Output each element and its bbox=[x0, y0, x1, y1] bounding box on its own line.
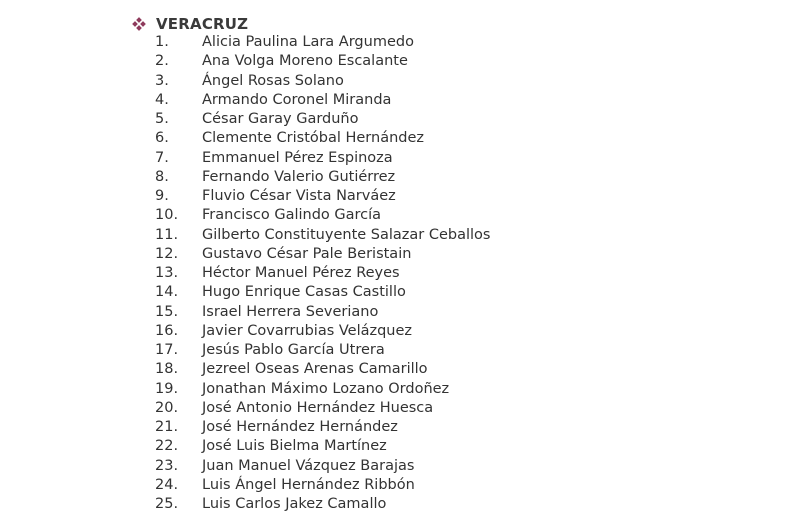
list-item bbox=[155, 110, 490, 129]
list-item bbox=[155, 322, 490, 341]
list-item bbox=[155, 399, 490, 418]
list-item-name: Emmanuel Pérez Espinoza bbox=[202, 149, 393, 166]
list-item-number: 17. bbox=[155, 342, 179, 358]
list-item bbox=[155, 283, 490, 302]
list-item-number: 12. bbox=[155, 245, 179, 262]
list-item-name: Fluvio César Vista Narváez bbox=[202, 188, 396, 204]
list-item bbox=[155, 168, 490, 187]
list-item-number: 25. bbox=[155, 496, 179, 512]
list-item bbox=[155, 187, 490, 206]
list-item-name: Ana Volga Moreno Escalante bbox=[202, 53, 408, 70]
list-item-number: 19. bbox=[155, 380, 179, 397]
list-item-number: 1. bbox=[155, 34, 169, 50]
list-item bbox=[155, 149, 490, 168]
list-item-number: 23. bbox=[155, 457, 179, 474]
list-item bbox=[155, 52, 490, 71]
list-item bbox=[155, 245, 490, 264]
list-item-name: César Garay Garduño bbox=[202, 111, 359, 127]
list-item-name: Héctor Manuel Pérez Reyes bbox=[202, 265, 400, 281]
list-item-number: 4. bbox=[155, 91, 169, 108]
list-item-name: José Hernández Hernández bbox=[202, 419, 398, 435]
list-item bbox=[155, 91, 490, 110]
list-item bbox=[155, 341, 490, 360]
list-item-name: Francisco Galindo García bbox=[202, 207, 382, 224]
list-item bbox=[155, 360, 490, 379]
list-item bbox=[155, 129, 490, 148]
section-title: VERACRUZ bbox=[156, 15, 249, 33]
list-item-name: Alicia Paulina Lara Argumedo bbox=[202, 34, 414, 50]
four-diamond-bullet-icon bbox=[132, 17, 146, 31]
list-item-number: 5. bbox=[155, 111, 169, 127]
list-item-name: Jezreel Oseas Arenas Camarillo bbox=[202, 361, 428, 378]
list-item-number: 18. bbox=[155, 361, 179, 378]
list-item bbox=[155, 264, 490, 283]
list-item bbox=[155, 418, 490, 437]
list-item-number: 10. bbox=[155, 207, 179, 224]
list-item bbox=[155, 303, 490, 322]
list-item-name: Juan Manuel Vázquez Barajas bbox=[202, 457, 415, 474]
list-item-name: Luis Ángel Hernández Ribbón bbox=[202, 476, 415, 493]
list-item-name: José Antonio Hernández Huesca bbox=[202, 399, 434, 416]
list-item-number: 2. bbox=[155, 53, 169, 70]
list-item-name: Javier Covarrubias Velázquez bbox=[202, 322, 413, 339]
list-item-name: Israel Herrera Severiano bbox=[202, 303, 379, 320]
list-item-name: Jonathan Máximo Lozano Ordoñez bbox=[202, 380, 450, 397]
list-item-name: Hugo Enrique Casas Castillo bbox=[202, 284, 406, 301]
list-item-number: 15. bbox=[155, 303, 179, 320]
list-item-name: Jesús Pablo García Utrera bbox=[202, 342, 385, 358]
list-item-number: 14. bbox=[155, 284, 179, 301]
list-item bbox=[155, 437, 490, 456]
list-item-number: 22. bbox=[155, 438, 179, 455]
list-item-name: Fernando Valerio Gutiérrez bbox=[202, 168, 396, 185]
list-item-number: 9. bbox=[155, 188, 169, 204]
list-item-name: Armando Coronel Miranda bbox=[202, 91, 392, 108]
list-item-name: Gilberto Constituyente Salazar Ceballos bbox=[202, 226, 491, 243]
list-item-number: 21. bbox=[155, 419, 179, 435]
list-item-number: 11. bbox=[155, 226, 179, 243]
list-item-number: 20. bbox=[155, 399, 179, 416]
list-item-number: 16. bbox=[155, 322, 179, 339]
list-item-name: Luis Carlos Jakez Camallo bbox=[202, 496, 387, 512]
list-item bbox=[155, 380, 490, 399]
list-item-name: José Luis Bielma Martínez bbox=[202, 438, 387, 455]
list-item bbox=[155, 476, 490, 495]
section-header bbox=[132, 14, 248, 34]
list-item bbox=[155, 33, 490, 52]
list-item bbox=[155, 206, 490, 225]
list-item bbox=[155, 226, 490, 245]
list-item-number: 7. bbox=[155, 149, 169, 166]
list-item-number: 8. bbox=[155, 168, 169, 185]
list-item-number: 24. bbox=[155, 476, 179, 493]
list-item-name: Clemente Cristóbal Hernández bbox=[202, 130, 425, 147]
list-item-number: 13. bbox=[155, 265, 179, 281]
list-item bbox=[155, 457, 490, 476]
list-item-number: 6. bbox=[155, 130, 169, 147]
name-list bbox=[155, 33, 490, 514]
list-item-name: Gustavo César Pale Beristain bbox=[202, 245, 412, 262]
list-item-number: 3. bbox=[155, 72, 169, 89]
list-item bbox=[155, 72, 490, 91]
list-item-name: Ángel Rosas Solano bbox=[202, 72, 344, 89]
